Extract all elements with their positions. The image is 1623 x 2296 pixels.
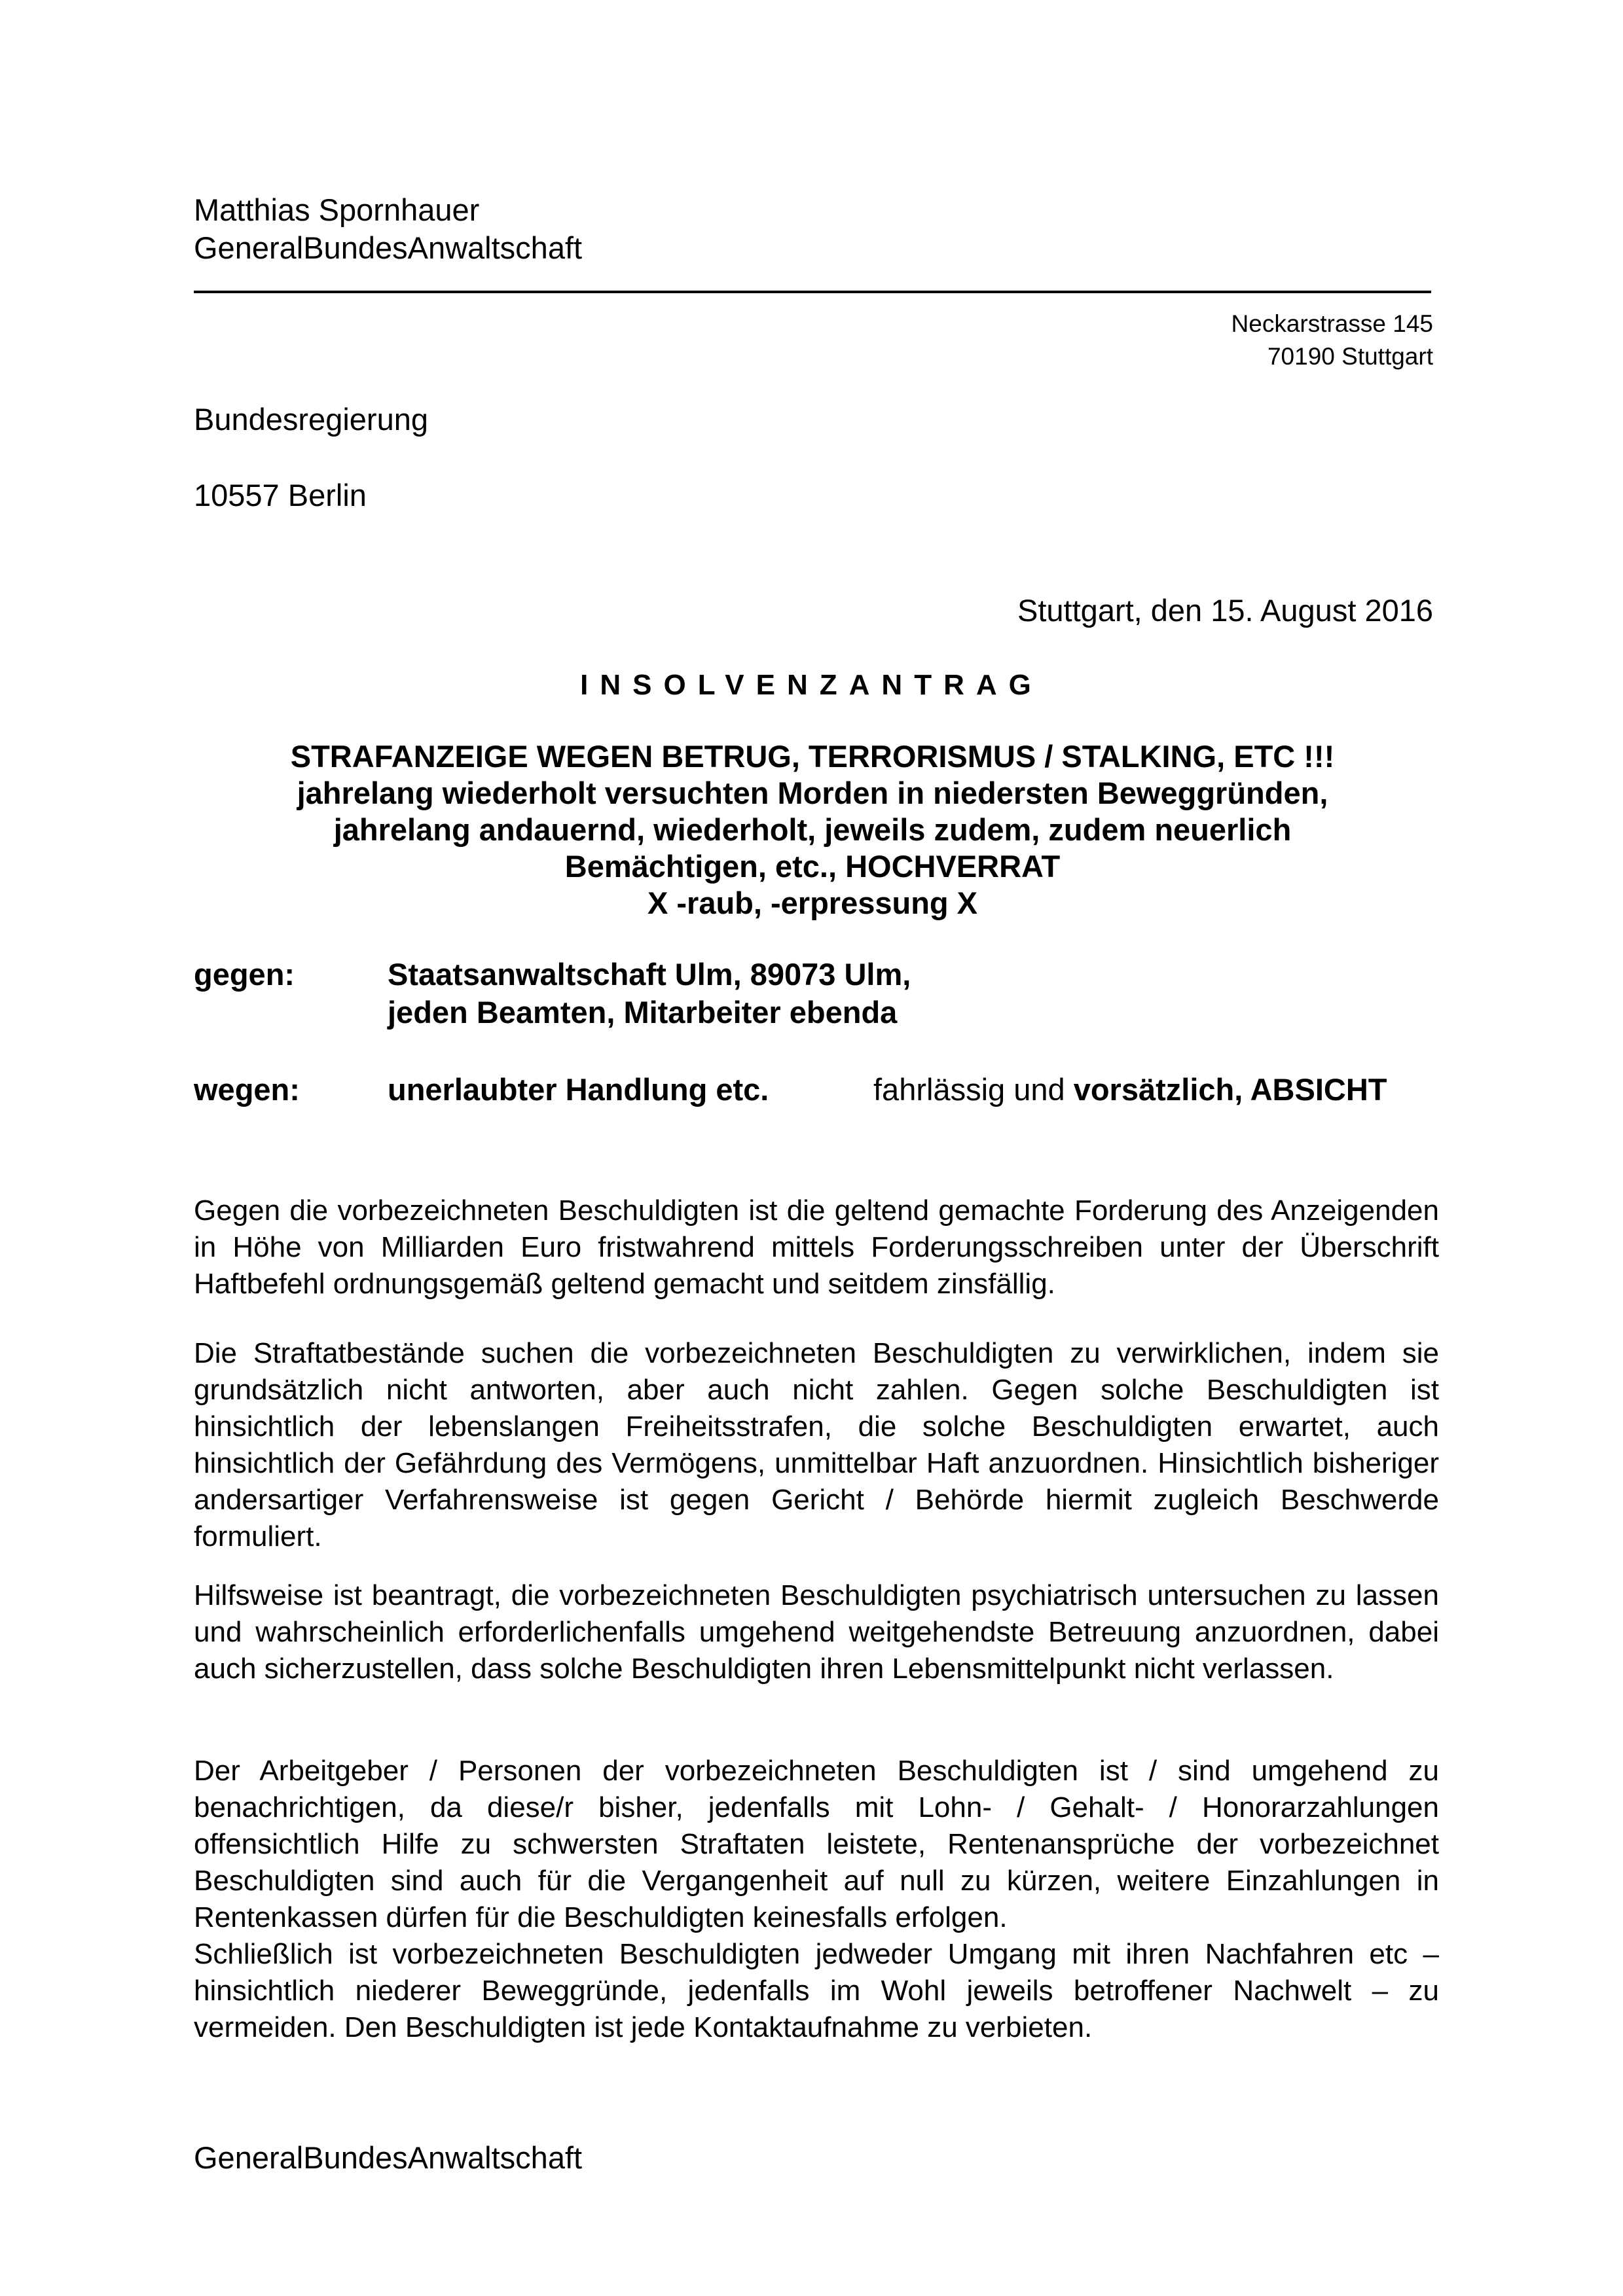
paragraph-text: Hilfsweise ist beantragt, die vorbezeichneten Beschuldigten psychiatrisch untersuchen zu lassen und wahrscheinlich erforderlichenfalls umgehend weitgehendste Betreuung anzuordnen, dabei auch sicherzustellen, dass solche Beschuldigten ihren Lebensmittelpunkt nicht verlassen. — [194, 1579, 1439, 1685]
subject-line: jahrelang wiederholt versuchten Morden in niedersten Beweggründen, — [297, 776, 1328, 810]
document-title: INSOLVENZANTRAG — [580, 669, 1043, 701]
against-line-1: Staatsanwaltschaft Ulm, 89073 Ulm, — [388, 957, 911, 992]
sender-block — [194, 191, 582, 267]
subject-line: jahrelang andauernd, wiederholt, jeweils zudem, zudem neuerlich — [333, 812, 1292, 847]
qualifier-normal: fahrlässig und — [873, 1072, 1074, 1107]
because-qualifier — [873, 1071, 1387, 1109]
paragraph — [194, 1577, 1439, 1687]
subject-line: Bemächtigen, etc., HOCHVERRAT — [564, 849, 1061, 884]
because-value: unerlaubter Handlung etc. — [388, 1072, 769, 1107]
recipient-city: 10557 Berlin — [194, 478, 367, 512]
because-label: wegen: — [194, 1072, 300, 1107]
header-divider — [194, 291, 1431, 293]
paragraph-text: Die Straftatbestände suchen die vorbezeichneten Beschuldigten zu verwirklichen, indem sie grundsätzlich nicht antworten, aber auch nicht zahlen. Gegen solche Beschuldigten ist hinsichtlich der lebenslangen Freiheitsstrafen, die solche Beschuldigten erwartet, auch hinsichtlich der Gefährdung des Vermögens, unmittelbar Haft anzuordnen. Hinsichtlich bisheriger andersartiger Verfahrensweise ist gegen Gericht / Behörde hiermit zugleich Beschwerde formuliert. — [194, 1337, 1439, 1552]
sender-city: 70190 Stuttgart — [1267, 343, 1433, 370]
recipient-name: Bundesregierung — [194, 402, 428, 437]
subject-line: STRAFANZEIGE WEGEN BETRUG, TERRORISMUS / STALKING, ETC !!! — [290, 739, 1335, 774]
paragraph — [194, 1335, 1439, 1555]
paragraph-text: Der Arbeitgeber / Personen der vorbezeichneten Beschuldigten ist / sind umgehend zu benachrichtigen, da diese/r bisher, jedenfalls mit Lohn- / Gehalt- / Honorarzahlungen offensichtlich Hilfe zu schwersten Straftaten leistete, Rentenansprüche der vorbezeichnet Beschuldigten sind auch für die Vergangenheit auf null zu kürzen, weitere Einzahlungen in Rentenkassen dürfen für die Beschuldigten keinesfalls erfolgen. — [194, 1755, 1439, 1933]
sender-office: GeneralBundesAnwaltschaft — [194, 230, 583, 265]
subject-line: X -raub, -erpressung X — [647, 886, 978, 920]
paragraph-text: Gegen die vorbezeichneten Beschuldigten ist die geltend gemachte Forderung des Anzeigenden in Höhe von Milliarden Euro fristwahrend mittels Forderungsschreiben unter der Überschrift Haftbefehl ordnungsgemäß geltend gemacht und seitdem zinsfällig. — [194, 1194, 1439, 1300]
qualifier-bold: vorsätzlich, ABSICHT — [1073, 1072, 1387, 1107]
against-line-2: jeden Beamten, Mitarbeiter ebenda — [388, 995, 898, 1030]
date-line: Stuttgart, den 15. August 2016 — [1017, 593, 1433, 628]
sender-name: Matthias Spornhauer — [194, 192, 480, 227]
against-label: gegen: — [194, 957, 295, 992]
paragraph-text: Schließlich ist vorbezeichneten Beschuldigten jedweder Umgang mit ihren Nachfahren etc – hinsichtlich niederer Beweggründe, jedenfalls im Wohl jeweils betroffener Nachwelt – zu vermeiden. Den Beschuldigten ist jede Kontaktaufnahme zu verbieten. — [194, 1938, 1439, 2043]
subject-block — [194, 738, 1431, 922]
footer-signature: GeneralBundesAnwaltschaft — [194, 2140, 583, 2175]
sender-street: Neckarstrasse 145 — [1231, 310, 1433, 337]
paragraph — [194, 1193, 1439, 1302]
sender-address — [1231, 308, 1433, 373]
paragraph — [194, 1753, 1439, 2046]
